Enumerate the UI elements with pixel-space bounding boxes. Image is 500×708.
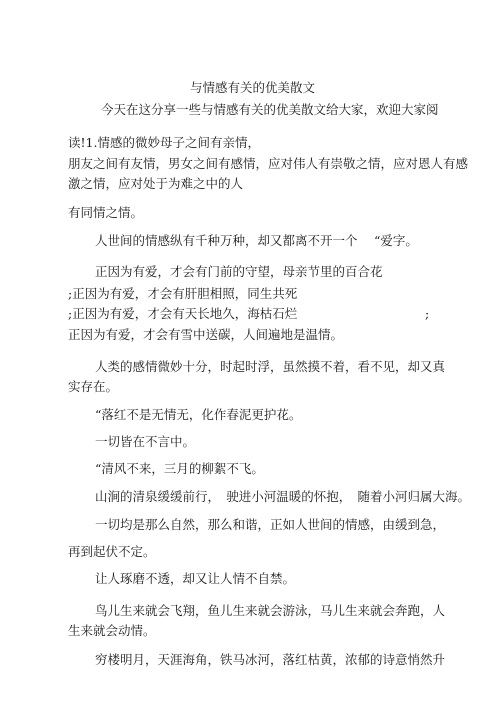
paragraph-line: 一切均是那么自然，那么和谐，正如人世间的情感，由缓到急， <box>95 517 446 532</box>
paragraph-line: 穷楼明月，天涯海角，铁马冰河，落红枯黄，浓郁的诗意悄然升 <box>95 652 446 667</box>
paragraph-line: 正因为有爱，才会有门前的守望，母亲节里的百合花 <box>95 264 383 279</box>
paragraph-line: 激之情，应对处于为难之中的人 <box>68 176 244 191</box>
paragraph-line: 生来就会动情。 <box>68 623 156 638</box>
paragraph-line: 人世间的情感纵有千种万种，却又都离不开一个 “爱字。 <box>95 233 418 248</box>
paragraph-line: 实存在。 <box>68 379 119 394</box>
paragraph-line: 读!1.情感的微妙母子之间有亲情， <box>68 135 260 150</box>
paragraph-line: 一切皆在不言中。 <box>95 434 196 449</box>
paragraph-line: 让人琢磨不透，却又让人情不自禁。 <box>95 571 296 586</box>
paragraph-line: 正因为有爱，才会有雪中送碳，人间遍地是温情。 <box>68 327 344 342</box>
paragraph-line: “落红不是无情无，化作春泥更护花。 <box>95 407 302 422</box>
paragraph-line: 再到起伏不定。 <box>68 544 156 559</box>
document-title: 与情感有关的优美散文 <box>190 80 316 95</box>
paragraph-line: 山涧的清泉缓缓前行， 驶进小河温暖的怀抱， 随着小河归属大海。 <box>95 489 471 504</box>
paragraph-line: 今天在这分享一些与情感有关的优美散文给大家，欢迎大家阅 <box>101 102 439 117</box>
paragraph-line: ;正因为有爱，才会有肝胆相照，同生共死 <box>68 286 298 301</box>
trailing-semicolon: ; <box>425 306 430 321</box>
paragraph-line: 人类的感情微妙十分，时起时浮，虽然摸不着，看不见，却又真 <box>95 359 446 374</box>
paragraph-line: “清风不来，三月的柳絮不飞。 <box>95 461 264 476</box>
paragraph-line: 有同情之情。 <box>68 205 144 220</box>
paragraph-line: 鸟儿生来就会飞翔，鱼儿生来就会游泳，马儿生来就会奔跑，人 <box>95 603 446 618</box>
paragraph-line: 朋友之间有友情，男女之间有感情，应对伟人有崇敬之情，应对恩人有感 <box>68 156 469 171</box>
paragraph-line: ;正因为有爱，才会有天长地久，海枯石烂 <box>68 306 298 321</box>
